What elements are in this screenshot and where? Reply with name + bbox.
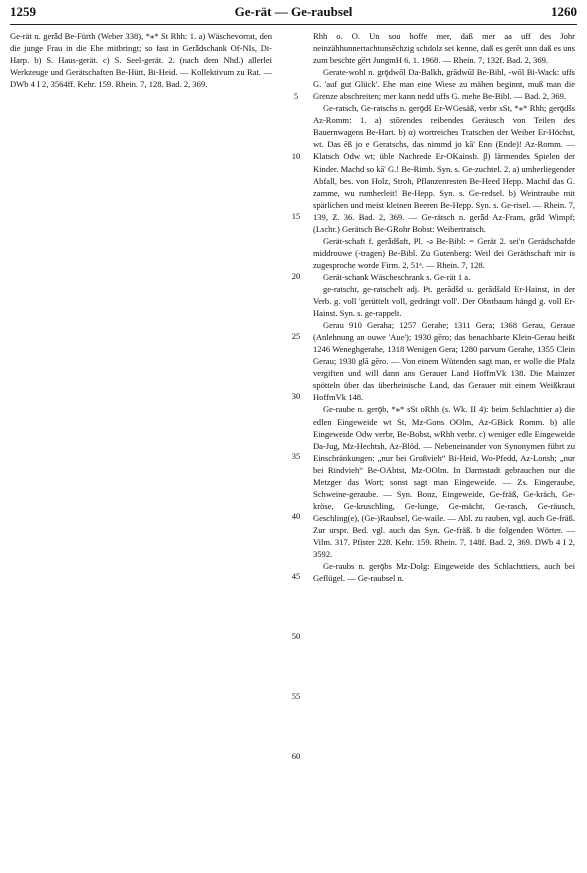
entry-gerau: Gerau 910 Geraha; 1257 Gerahe; 1311 Gera; 1368 Gerau, Geraue (Anlehnung an ouwe 'Aue'); 1930 gēro; das benachbarte Klein-Gerau heißt 1246 Weneghgerahe, 1318 Wenigen Gera; 1280 parvum Gerahe, 1355 Clein Gerau; 1930 glā gēro. — Von einem Wütenden sagt man, er wolle die Pfalz vergiften und will dann ans Gerauer Land HoffmVk 138. Die Mainzer spötteln über das überheinische Land, das Gerauer mit einem Weißkraut HoffmVk 148.: [313, 320, 575, 403]
line-number: 10: [291, 151, 301, 161]
entry-ge-raube: Ge-raube n. gerǭb, *⁎* sSt oRhh (s. Wk. II 4): beim Schlachttier a) die edlen Eingeweide wt St, Mz-Gons OOlm, Az-GBick Romm. b) alle Eingeweide Odw verbr, Be-Bobst, wRhh verbr. c) weniger edle Eingeweide Da-Jug, Mz-Hechtsh, Az-Blöd. — Nebeneinander von Synonymen führt zu Einschränkungen: „nur bei Großvieh“ Bi-Heid, Wo-Pfedd, Az-Lonsh; „nur bei Rindvieh“ Be-OAbtst, Mz-OOlm. In Darmstadt gebrauchen nur die Metzger das Wort; sonst sagt man Eingeweide. — Zs. Eingeraube, Schweine-geraube. — Syn. Bonz, Eingeweide, Ge-fräß, Ge-kräch, Ge-kröse, Ge-kruschling, Ge-lunge, Ge-mächt, Ge-rasch, Ge-räusch, Geschling(e), (Ge-)Raubsel, Ge-waile. — Abl. zu rauben, vgl. auch Ge-fräß. Zur urspr. Bed. vgl. auch das Syn. Ge-fräß. b die folgenden Wörter. — Vilm. 317. Pfister 228. Kehr. 159. Rhein. 7, 148f. Bad. 2, 369. DWb 4 I 2, 3592.: [313, 404, 575, 560]
entry-continuation: Rhh o. O. Un sou hoffe mer, daß mer aa uff des Johr neinzähhunnertachtunsēchzig schdolz sei kenne, daß es gerēt unn daß es uns zum beschte gērt JungmH 6. 1. 1968. — Rhein. 7, 132f. Bad. 2, 369.: [313, 31, 575, 66]
entry-ge-ratscht: ge-ratscht, ge-ratschelt adj. Pt. gerādšd u. gerādšǝld Er-Hainst, in der Verb. g. voll 'gerüttelt voll, gedrängt voll'. Der Obstbaum hängd g. voll Er-Hainst. Syn. s. ge-rappelt.: [313, 283, 575, 319]
line-number: 15: [291, 211, 301, 221]
line-number: 45: [291, 571, 301, 581]
right-column: [313, 30, 575, 866]
line-number: 20: [291, 271, 301, 281]
left-column: [10, 30, 272, 866]
page-number-right: 1260: [551, 4, 577, 19]
entry-ge-raubs: Ge-raubs n. gerǭbs Mz-Dolg: Eingeweide des Schlachttiers, auch bei Geflügel. — Ge-raubsel n.: [313, 561, 575, 584]
page-header: [10, 4, 577, 26]
line-number: 5: [293, 91, 299, 101]
entry-gerate-wohl: Gerate-wohl n. grǭdwōl Da-Balkh, grādwūl Be-Bibl, -wōl Bi-Wack: uffs G. 'auf gut Glück'. Ehe man eine Wiese zu mähen beginnt, muß man die Grenze abschreiten; mer kann nedd uffs G. mehe Be-Bibl. — Bad. 2, 369.: [313, 67, 575, 102]
page-number-left: 1259: [10, 4, 36, 19]
line-number: 25: [291, 331, 301, 341]
running-title: Ge-rät — Ge-raubsel: [234, 4, 353, 19]
line-number: 50: [291, 631, 301, 641]
line-number: 60: [291, 751, 301, 761]
entry-ge-raet: Ge-rät n. gerǟd Be-Fürth (Weber 338), *⁎* St Rhh: 1. a) Wäschevorrat, den die junge Frau in die Ehe mitbringt; so fast in Gerǟdschank Of-NIs, Di-Harp. b) S. Haus-gerät. c) S. Seel-gerät. 2. (nach dem Nhd.) allerlei Werkzeuge und Gerätschaften Be-Hütt, Bi-Heid. — Kollektivum zu Rat. — DWb 4 I 2, 3564ff. Kehr. 159. Rhein. 7, 128. Bad. 2, 369.: [10, 31, 272, 90]
line-number: 35: [291, 451, 301, 461]
line-number: 55: [291, 691, 301, 701]
entry-ge-ratsch: Ge-ratsch, Ge-ratschs n. gerǭdš Er-WGesäß, verbr sSt, *⁎* Rhh; gerǭdšs Az-Romm: 1. a) stōrendes reibendes Geräusch von Teilen des Bauernwagens Be-Hart. b) α) wortreiches Tratschen der Weiber Er-Höchst, wt. Das ēß jo e Geratschs, das nimmd jo kā' Enn (Ende)! Az-Romm. — Klatsch Odw wt; üble Nachrede Er-OKainsb. β) lärmendes Spielen der Kinder. Machd so kā' G.! Be-Rimb. Syn. s. Ge-zuchtel. 2. a) umherliegender Abfall, bes. von Holz, Stroh, Pflanzenresten Be-Heed Hepp. Machd das G. zamme, wu rumherleit! Be-Hepp. Syn. s. Ge-redsel. b) Weintraube mit spärlichen und meist kleinen Beeren Be-Hepp. Syn. s. Ge-risel. — Rhein. 7, 139, Z. 36. Bad. 2, 369. — Ge-rätsch n. gerǟd Az-Fram, grǟd Wimpf; (Lschr.) Gerätsch Be-GRohr Bobst: Weibertratsch.: [313, 103, 575, 234]
line-number: 40: [291, 511, 301, 521]
header-rule: [10, 24, 577, 25]
entry-geraet-schank: Gerät-schank Wäscheschrank s. Ge-rät 1 a.: [323, 271, 471, 282]
line-number: 30: [291, 391, 301, 401]
entry-geraet-schaft: Gerät-schaft f. gerǟdšaft, Pl. -ǝ Be-Bibl: = Gerät 2. sei'n Gerädschafde middrouwe (-tragen) Be-Bibl. Zu Gutenberg: Weil dei Geräthschaft mir is zugesproche worde Firm. 2, 51ᵃ. — Rhein. 7, 128.: [313, 235, 575, 270]
